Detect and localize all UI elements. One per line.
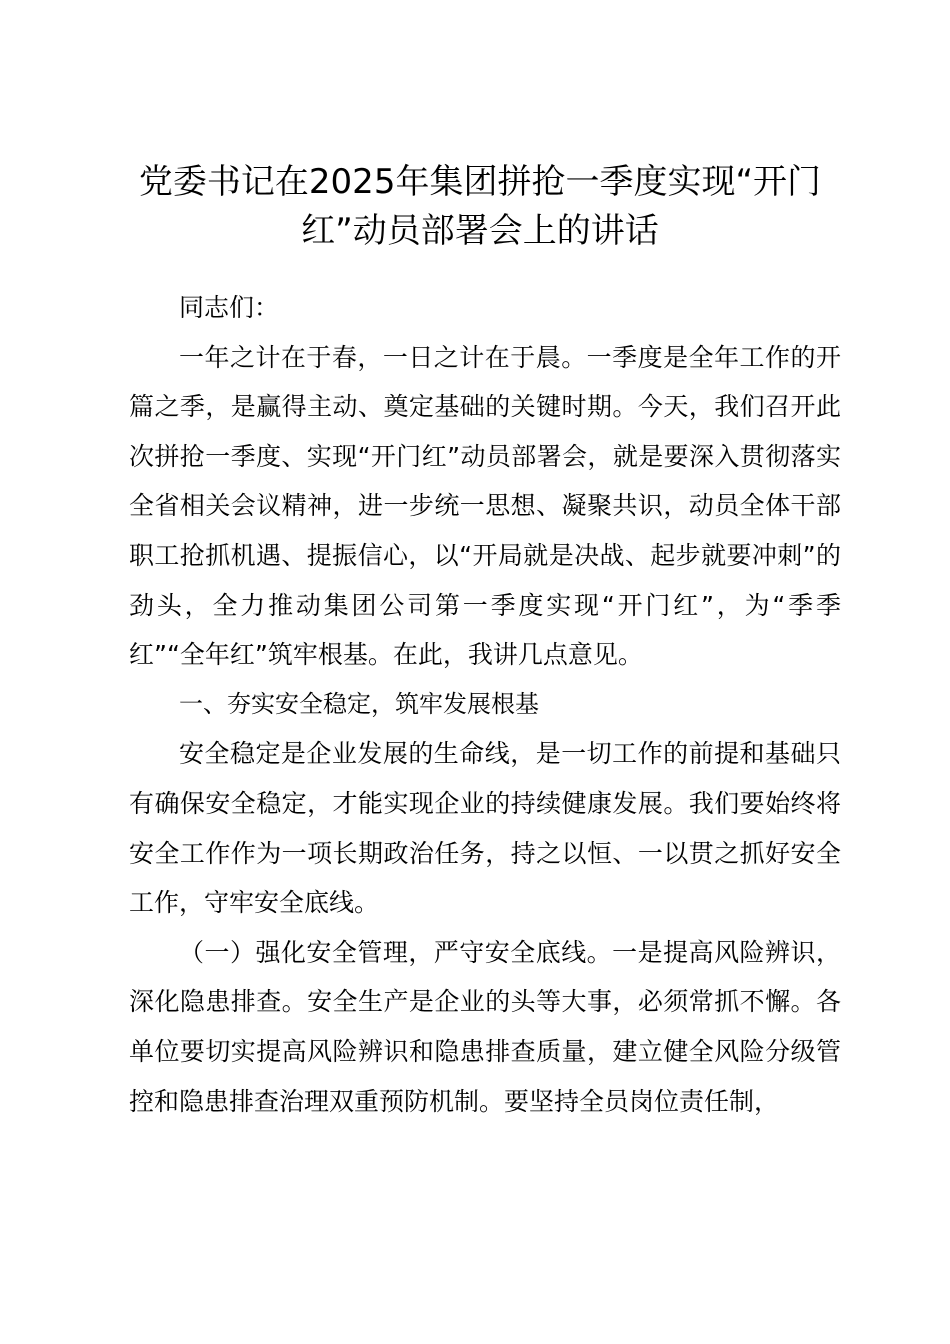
section-heading-1: 一、夯实安全稳定，筑牢发展根基 [179, 689, 539, 718]
paragraph-subsection-1: （一）强化安全管理，严守安全底线。一是提高风险辨识，深化隐患排查。安全生产是企业的头等大事，必须常抓不懈。各单位要切实提高风险辨识和隐患排查质量，建立健全风险分级管控和隐患排查治理双重预防机制。要坚持全员岗位责任制， [129, 937, 841, 1116]
paragraph-section-1: 安全稳定是企业发展的生命线，是一切工作的前提和基础只有确保安全稳定，才能实现企业的持续健康发展。我们要始终将安全工作作为一项长期政治任务，持之以恒、一以贯之抓好安全工作，守牢安全底线。 [129, 739, 841, 918]
document-title: 党委书记在2025年集团拼抢一季度实现“开门红”动员部署会上的讲话 [138, 162, 822, 251]
paragraph-intro: 一年之计在于春，一日之计在于晨。一季度是全年工作的开篇之季，是赢得主动、奠定基础的关键时期。今天，我们召开此次拼抢一季度、实现“开门红”动员部署会，就是要深入贯彻落实全省相关会议精神，进一步统一思想、凝聚共识，动员全体干部职工抢抓机遇、提振信心，以“开局就是决战、起步就要冲刺”的劲头，全力推动集团公司第一季度实现“开门红”，为“季季红”“全年红”筑牢根基。在此，我讲几点意见。 [129, 342, 841, 670]
salutation: 同志们： [179, 293, 280, 322]
document-body [129, 283, 841, 1126]
